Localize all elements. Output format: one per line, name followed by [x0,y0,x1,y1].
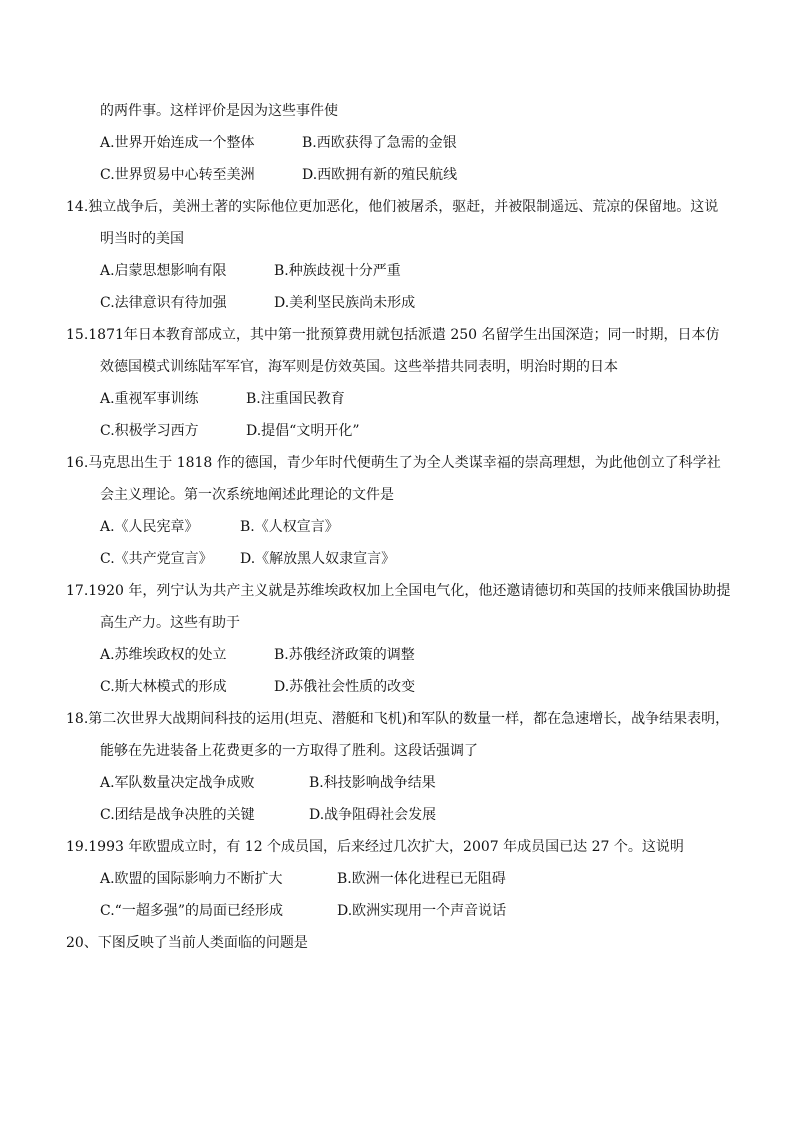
q19-option-a: A.欧盟的国际影响力不断扩大 [100,871,283,887]
q13-continuation: 的两件事。这样评价是因为这些事件使 [100,103,338,119]
q19-option-d: D.欧洲实现用一个声音说话 [337,903,507,919]
q14-stem-line1: 14.独立战争后，美洲土著的实际他位更加恶化，他们被屠杀，驱赶，并被限制遥远、荒凉的保留地。这说 [66,199,719,215]
q20-stem-line1: 20、下图反映了当前人类面临的问题是 [66,935,308,951]
q16-option-a: A.《人民宪章》 [100,519,199,535]
q16-stem-line1: 16.马克思出生于 1818 作的德国，青少年时代便萌生了为全人类谋幸福的崇高理想，为此他创立了科学社 [66,455,721,471]
q14-option-a: A.启蒙思想影响有限 [100,263,227,279]
q18-stem-line2: 能够在先进装备上花费更多的一方取得了胜利。这段话强调了 [100,743,478,759]
q16-stem-line2: 会主义理论。第一次系统地阐述此理论的文件是 [100,487,394,503]
q18-option-a: A.军队数量决定战争成败 [100,775,255,791]
q13-option-d: D.西欧拥有新的殖民航线 [302,167,458,183]
q16-option-b: B.《人权宣言》 [240,519,339,535]
q19-stem-line1: 19.1993 年欧盟成立时，有 12 个成员国，后来经过几次扩大，2007 年成员国已达 27 个。这说明 [66,839,684,855]
q18-option-d: D.战争阻碍社会发展 [309,807,437,823]
q15-option-a: A.重视军事训练 [100,391,199,407]
q14-option-b: B.种族歧视十分严重 [274,263,401,279]
q18-option-c: C.团结是战争决胜的关键 [100,807,255,823]
q13-option-a: A.世界开始连成一个整体 [100,135,255,151]
q17-option-a: A.苏维埃政权的处立 [100,647,227,663]
q16-option-d: D.《解放黑人奴隶宣言》 [240,551,396,567]
q14-option-c: C.法律意识有待加强 [100,295,227,311]
q14-option-d: D.美利坚民族尚未形成 [274,295,416,311]
q18-stem-line1: 18.第二次世界大战期间科技的运用(坦克、潜艇和飞机)和军队的数量一样，都在急速增长，战争结果表明， [66,711,730,727]
q15-option-d: D.提倡“文明开化” [246,423,360,439]
q13-option-b: B.西欧获得了急需的金银 [302,135,457,151]
q17-option-b: B.苏俄经济政策的调整 [274,647,415,663]
q17-option-c: C.斯大林模式的形成 [100,679,227,695]
q17-stem-line1: 17.1920 年，列宁认为共产主义就是苏维埃政权加上全国电气化，他还邀请德切和英国的技师来俄国协助提 [66,583,731,599]
q15-option-b: B.注重国民教育 [246,391,345,407]
q15-stem-line2: 效德国模式训练陆军军官，海军则是仿效英国。这些举措共同表明，明治时期的日本 [100,359,618,375]
q17-stem-line2: 高生产力。这些有助于 [100,615,240,631]
q19-option-c: C.“一超多强”的局面已经形成 [100,903,283,919]
q16-option-c: C.《共产党宣言》 [100,551,213,567]
q19-option-b: B.欧洲一体化进程已无阻碍 [337,871,506,887]
q17-option-d: D.苏俄社会性质的改变 [274,679,416,695]
q14-stem-line2: 明当时的美国 [100,231,184,247]
q15-option-c: C.积极学习西方 [100,423,199,439]
q15-stem-line1: 15.1871年日本教育部成立，其中第一批预算费用就包括派遣 250 名留学生出国深造；同一时期，日本仿 [66,327,720,343]
q13-option-c: C.世界贸易中心转至美洲 [100,167,255,183]
q18-option-b: B.科技影响战争结果 [309,775,436,791]
